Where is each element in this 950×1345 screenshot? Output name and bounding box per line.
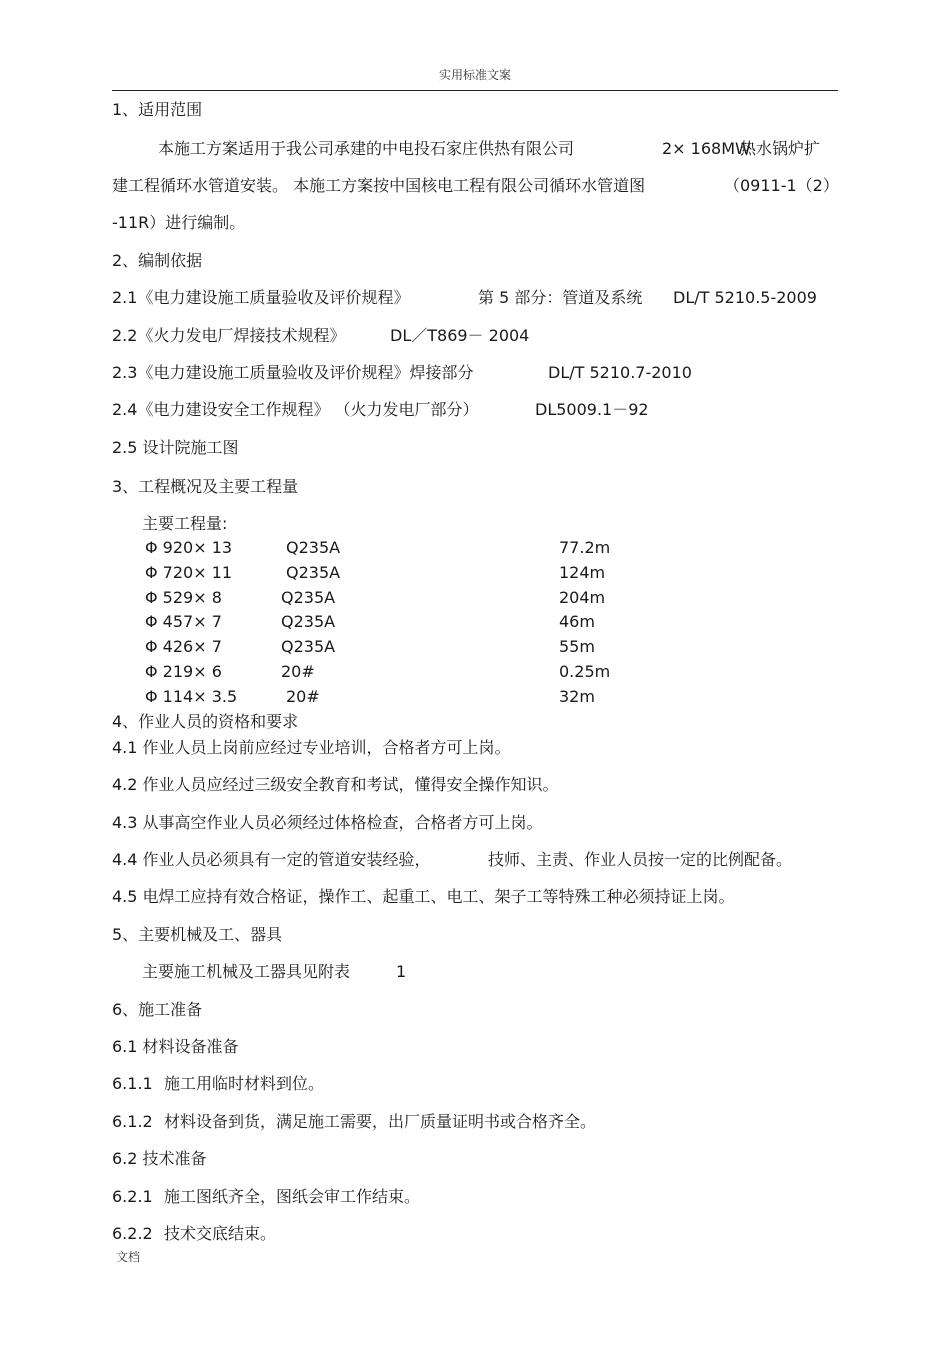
quantity-material: Q235A (286, 538, 341, 557)
basis-2-1-part: 第 5 部分：管道及系统 (478, 288, 643, 307)
prep-6-1-2-number: 6.1.2 (112, 1112, 153, 1131)
basis-2-5-title: 2.5 设计院施工图 (112, 438, 239, 457)
quantities-label: 主要工程量: (142, 514, 228, 533)
quantity-length: 77.2m (559, 538, 611, 557)
quantity-length: 46m (559, 612, 595, 632)
basis-2-1-title: 2.1《电力建设施工质量验收及评价规程》 (112, 288, 410, 307)
qual-4-4-text-b: 技师、主责、作业人员按一定的比例配备。 (488, 850, 793, 869)
prep-6-2-2-text: 技术交底结束。 (164, 1224, 277, 1243)
scope-line-1-c: 热水锅炉扩 (740, 139, 821, 158)
quantity-length: 124m (559, 562, 606, 582)
basis-2-2-code: DL／T869－ 2004 (390, 326, 530, 345)
qual-4-4-text-a: 4.4 作业人员必须具有一定的管道安装经验， (112, 850, 431, 869)
heading-overview-text: 3、工程概况及主要工程量 (112, 477, 299, 496)
basis-2-3-title: 2.3《电力建设施工质量验收及评价规程》焊接部分 (112, 363, 474, 382)
quantity-length: 32m (559, 686, 595, 706)
prep-6-2-1-number: 6.2.1 (112, 1187, 153, 1206)
quantity-spec: Φ 219× 6 (145, 662, 222, 681)
quantity-spec: Φ 457× 7 (145, 612, 222, 632)
prep-6-1-1-number: 6.1.1 (112, 1074, 153, 1093)
quantity-spec: Φ 426× 7 (145, 637, 222, 657)
quantity-material: 20# (286, 686, 320, 706)
quantity-material: Q235A (281, 637, 336, 657)
prep-material-heading-text: 6.1 材料设备准备 (112, 1037, 239, 1056)
header-rule (112, 90, 838, 91)
tools-reference-text: 主要施工机械及工器具见附表 (142, 962, 351, 981)
qual-4-5-text: 4.5 电焊工应持有效合格证，操作工、起重工、电工、架子工等特殊工种必须持证上岗。 (112, 887, 735, 906)
heading-basis-text: 2、编制依据 (112, 251, 203, 270)
scope-line-1-b: 2× 168MW (662, 139, 751, 158)
quantity-spec: Φ 920× 13 (145, 538, 233, 557)
quantity-spec: Φ 529× 8 (145, 587, 222, 607)
quantity-spec: Φ 720× 11 (145, 562, 233, 582)
scope-line-2-a: 建工程循环水管道安装。 本施工方案按中国核电工程有限公司循环水管道图 (112, 176, 646, 195)
heading-preparation-text: 6、施工准备 (112, 1000, 203, 1019)
scope-line-3-a: -11R）进行编制。 (112, 213, 246, 232)
heading-qualifications-text: 4、作业人员的资格和要求 (112, 712, 299, 731)
qual-4-2-text: 4.2 作业人员应经过三级安全教育和考试，懂得安全操作知识。 (112, 775, 559, 794)
basis-2-2-title: 2.2《火力发电厂焊接技术规程》 (112, 326, 346, 345)
prep-technical-heading-text: 6.2 技术准备 (112, 1149, 207, 1168)
quantity-spec: Φ 114× 3.5 (145, 686, 238, 706)
heading-tools-text: 5、主要机械及工、器具 (112, 925, 283, 944)
prep-6-2-1-text: 施工图纸齐全，图纸会审工作结束。 (164, 1187, 421, 1206)
qual-4-1-text: 4.1 作业人员上岗前应经过专业培训，合格者方可上岗。 (112, 738, 511, 757)
scope-line-2-b: （0911-1（2） (724, 176, 839, 195)
quantity-length: 55m (559, 637, 595, 657)
basis-2-4-title: 2.4《电力建设安全工作规程》 （火力发电厂部分） (112, 400, 479, 419)
quantity-length: 204m (559, 587, 606, 607)
page-footer: 文档 (116, 1250, 141, 1264)
qual-4-3-text: 4.3 从事高空作业人员必须经过体格检查，合格者方可上岗。 (112, 813, 543, 832)
basis-2-1-code: DL/T 5210.5-2009 (673, 288, 817, 307)
prep-6-1-2-text: 材料设备到货，满足施工需要，出厂质量证明书或合格齐全。 (164, 1112, 597, 1131)
basis-2-4-code: DL5009.1－92 (535, 400, 649, 419)
quantity-material: 20# (281, 662, 315, 681)
page-header: 实用标准文案 (438, 68, 511, 82)
tools-reference-number: 1 (396, 962, 407, 981)
scope-line-1-a: 本施工方案适用于我公司承建的中电投石家庄供热有限公司 (158, 139, 575, 158)
quantity-length: 0.25m (559, 662, 611, 681)
quantity-material: Q235A (281, 587, 336, 607)
prep-6-1-1-text: 施工用临时材料到位。 (164, 1074, 325, 1093)
quantity-material: Q235A (286, 562, 341, 582)
quantity-material: Q235A (281, 612, 336, 632)
heading-scope-text: 1、适用范围 (112, 100, 203, 119)
basis-2-3-code: DL/T 5210.7-2010 (548, 363, 692, 382)
prep-6-2-2-number: 6.2.2 (112, 1224, 153, 1243)
